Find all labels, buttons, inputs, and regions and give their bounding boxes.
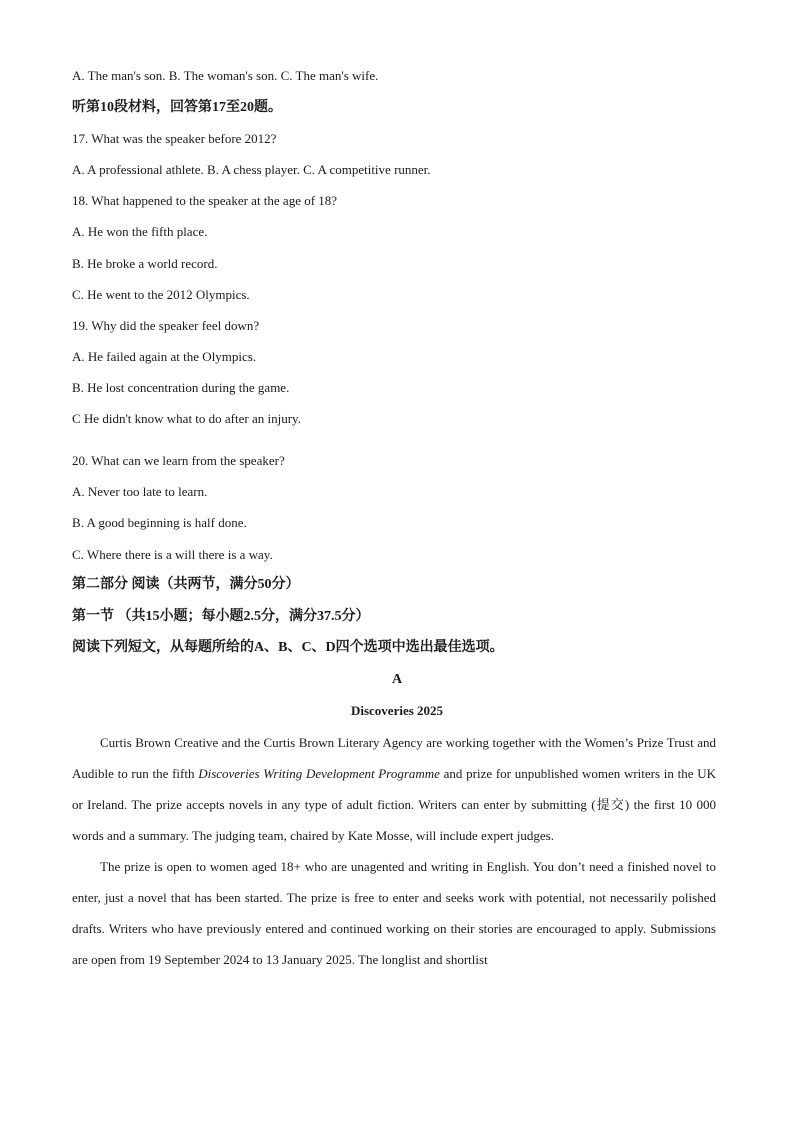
q19-option-b: B. He lost concentration during the game.	[72, 380, 290, 395]
q20-option-a: A. Never too late to learn.	[72, 484, 208, 499]
q19-stem: 19. Why did the speaker feel down?	[72, 318, 260, 333]
q16-options: A. The man's son. B. The woman's son. C. The man's wife.	[72, 68, 379, 83]
q19-option-c: C He didn't know what to do after an injury.	[72, 411, 301, 426]
q20-option-c: C. Where there is a will there is a way.	[72, 547, 273, 562]
reading-instruction: 阅读下列短文，从每题所给的A、B、C、D四个选项中选出最佳选项。	[72, 640, 504, 655]
q19-option-a: A. He failed again at the Olympics.	[72, 349, 257, 364]
q17-options: A. A professional athlete. B. A chess player. C. A competitive runner.	[72, 162, 431, 177]
programme-name: Discoveries Writing Development Programme	[198, 766, 440, 781]
paragraph-1-text-start: Curtis Brown Creative and the Curtis Brown Literary Agency are working together with the Women’s Prize Trust and Audible to run the fifth	[72, 735, 716, 781]
part2-heading: 第二部分 阅读（共两节，满分50分）	[72, 577, 300, 592]
passage-body	[72, 727, 716, 975]
q17-stem: 17. What was the speaker before 2012?	[72, 131, 277, 146]
passage-title: Discoveries 2025	[350, 703, 444, 718]
q18-option-a: A. He won the fifth place.	[72, 224, 208, 239]
q18-option-b: B. He broke a world record.	[72, 256, 218, 271]
passage-letter: A	[391, 672, 403, 687]
section10-heading: 听第10段材料，回答第17至20题。	[72, 100, 282, 115]
paragraph-1-text-end: and prize for unpublished women writers in the UK or Ireland. The prize accepts novels in any type of adult fiction. Writers can enter by submitting (提交) the first 10 000 words and a summary. The judging team, chaired by Kate Mosse, will include expert judges.	[72, 766, 716, 843]
section1-heading: 第一节 （共15小题；每小题2.5分，满分37.5分）	[72, 609, 370, 624]
q18-option-c: C. He went to the 2012 Olympics.	[72, 287, 250, 302]
q20-option-b: B. A good beginning is half done.	[72, 515, 247, 530]
q20-stem: 20. What can we learn from the speaker?	[72, 453, 285, 468]
paragraph-2: The prize is open to women aged 18+ who are unagented and writing in English. You don’t need a finished novel to enter, just a novel that has been started. The prize is free to enter and seeks work with potential, not necessarily polished drafts. Writers who have previously entered and continued working on their stories are encouraged to apply. Submissions are open from 19 September 2024 to 13 January 2025. The longlist and shortlist	[72, 859, 716, 967]
q18-stem: 18. What happened to the speaker at the age of 18?	[72, 193, 338, 208]
paragraph-1	[72, 727, 716, 851]
